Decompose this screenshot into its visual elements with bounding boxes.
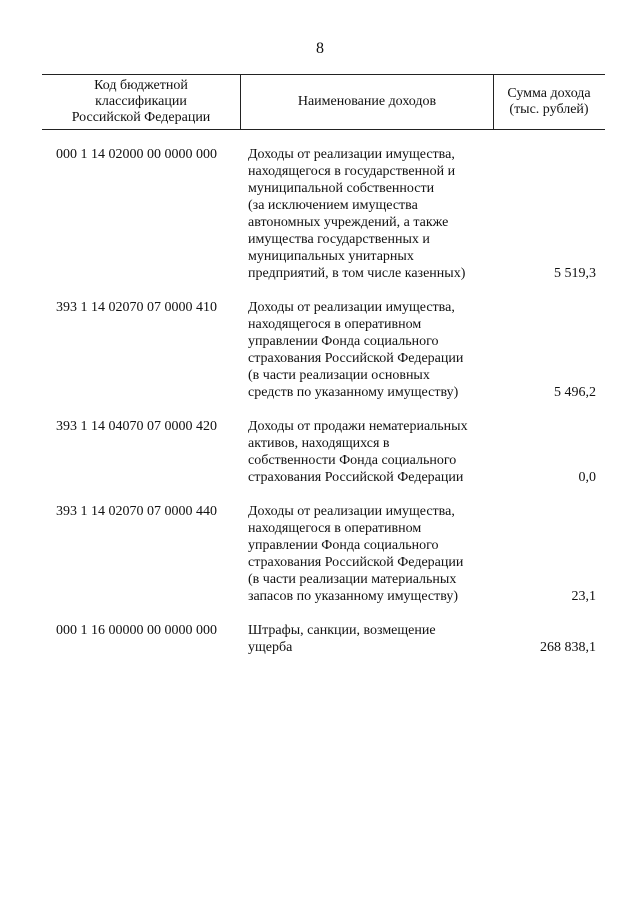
row-sum: 5 496,2: [554, 385, 596, 400]
row-name: Доходы от реализации имущества, находящегося в государственной и муниципальной собственности (за исключением имущества автономных учреждений, а также имущества государственных и муниципальных унитарных предприятий, в том числе казенных): [248, 147, 466, 281]
row-code: 393 1 14 02070 07 0000 440: [56, 504, 217, 519]
row-sum: 268 838,1: [540, 640, 596, 655]
row-sum: 0,0: [578, 470, 596, 485]
row-code: 000 1 14 02000 00 0000 000: [56, 147, 217, 162]
header-name-column: Наименование доходов: [240, 75, 494, 129]
table-body: [42, 146, 605, 673]
row-code: 000 1 16 00000 00 0000 000: [56, 623, 217, 638]
page-number: 8: [316, 40, 324, 57]
row-sum: 5 519,3: [554, 266, 596, 281]
header-code-column: Код бюджетной классификации Российской Федерации: [71, 78, 211, 125]
row-name: Штрафы, санкции, возмещение ущерба: [248, 623, 436, 655]
row-code: 393 1 14 04070 07 0000 420: [56, 419, 217, 434]
table-row: [42, 622, 605, 656]
table-header: [42, 74, 605, 130]
row-name: Доходы от реализации имущества, находящегося в оперативном управлении Фонда социального страхования Российской Федерации (в части реализации материальных запасов по указанному имуществу): [248, 504, 464, 604]
table-row: [42, 299, 605, 401]
table-row: [42, 418, 605, 486]
table-row: [42, 146, 605, 282]
table-row: [42, 503, 605, 605]
row-sum: 23,1: [571, 589, 596, 604]
header-sum-column: Сумма дохода (тыс. рублей): [507, 86, 591, 117]
row-name: Доходы от продажи нематериальных активов, находящихся в собственности Фонда социального страхования Российской Федерации: [248, 419, 468, 485]
row-name: Доходы от реализации имущества, находящегося в оперативном управлении Фонда социального страхования Российской Федерации (в части реализации основных средств по указанному имуществу): [248, 300, 464, 400]
row-code: 393 1 14 02070 07 0000 410: [56, 300, 217, 315]
